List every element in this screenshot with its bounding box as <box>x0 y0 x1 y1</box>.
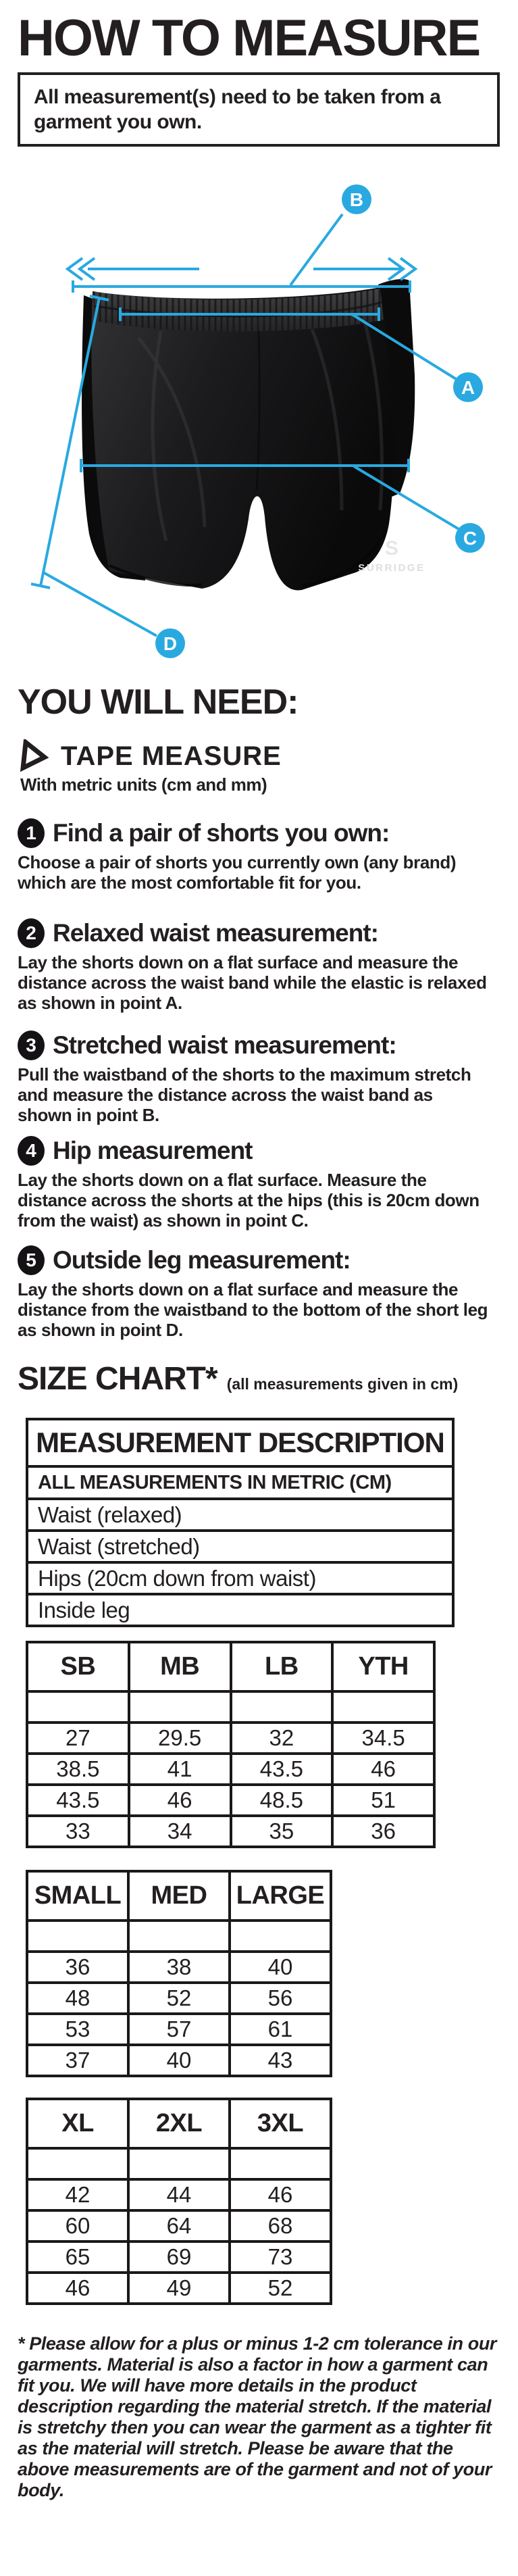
table-row <box>27 1419 453 1466</box>
size-cell: 73 <box>230 2241 331 2273</box>
size-row <box>27 1723 434 1754</box>
step-5-body: Lay the shorts down on a flat surface and measure the distance from the waistband to the bottom of the short leg as shown in point D. <box>18 1279 488 1341</box>
size-cell: 43.5 <box>27 1785 129 1816</box>
size-row <box>27 2210 331 2241</box>
size-cell: 69 <box>128 2241 230 2273</box>
size-cell: 46 <box>129 1785 231 1816</box>
size-cell: 35 <box>231 1816 333 1847</box>
size-header-row <box>27 2099 331 2148</box>
size-cell: 52 <box>128 1983 230 2014</box>
point-d-marker <box>155 628 185 658</box>
size-cell: 48 <box>27 1983 128 2014</box>
size-column-header: 3XL <box>230 2099 331 2148</box>
size-cell: 60 <box>27 2210 128 2241</box>
size-cell: 43.5 <box>231 1754 333 1785</box>
size-cell: 49 <box>128 2273 230 2304</box>
size-cell <box>128 1921 230 1952</box>
metric-note-cell: ALL MEASUREMENTS IN METRIC (CM) <box>27 1466 453 1499</box>
step-1-body: Choose a pair of shorts you currently own (any brand) which are the most comfortable fit for you. <box>18 852 457 893</box>
size-row <box>27 2045 331 2076</box>
size-cell <box>332 1691 434 1723</box>
size-row <box>27 2148 331 2179</box>
step-2-number: 2 <box>18 918 45 948</box>
svg-text:A: A <box>461 377 475 399</box>
step-3-title: Stretched waist measurement: <box>53 1031 396 1060</box>
shorts-diagram-svg <box>0 152 518 672</box>
you-will-need-heading: YOU WILL NEED: <box>18 683 299 722</box>
size-cell: 36 <box>27 1952 128 1983</box>
size-cell: 27 <box>27 1723 129 1754</box>
step-1-number: 1 <box>18 818 45 848</box>
measurement-label-cell: Inside leg <box>27 1594 453 1626</box>
tape-measure-note: With metric units (cm and mm) <box>20 774 267 795</box>
size-cell: 37 <box>27 2045 128 2076</box>
size-column-header: SMALL <box>27 1871 128 1921</box>
size-cell: 56 <box>230 1983 331 2014</box>
size-cell: 46 <box>27 2273 128 2304</box>
step-3 <box>18 1031 500 1125</box>
size-cell: 41 <box>129 1754 231 1785</box>
size-column-header: MB <box>129 1642 231 1691</box>
instruction-steps <box>18 818 500 1340</box>
size-cell: 68 <box>230 2210 331 2241</box>
size-cell: 53 <box>27 2014 128 2045</box>
line-b-pointer <box>290 214 342 285</box>
measurement-label-cell: Waist (relaxed) <box>27 1499 453 1531</box>
size-row <box>27 2273 331 2304</box>
size-cell <box>129 1691 231 1723</box>
size-chart-subtitle: (all measurements given in cm) <box>226 1375 459 1393</box>
size-row <box>27 1921 331 1952</box>
table-row <box>27 1594 453 1626</box>
size-column-header: SB <box>27 1642 129 1691</box>
size-cell <box>230 2148 331 2179</box>
size-cell: 38 <box>128 1952 230 1983</box>
measurement-label-cell: Waist (stretched) <box>27 1531 453 1562</box>
size-table-junior <box>26 1641 436 1848</box>
size-cell: 34 <box>129 1816 231 1847</box>
step-5-title: Outside leg measurement: <box>53 1246 351 1274</box>
tape-measure-icon <box>19 739 50 773</box>
size-cell <box>128 2148 230 2179</box>
size-row <box>27 1754 434 1785</box>
step-1-title: Find a pair of shorts you own: <box>53 819 390 847</box>
table-row <box>27 1466 453 1499</box>
step-2 <box>18 918 500 1013</box>
step-4-number: 4 <box>18 1136 45 1166</box>
size-row <box>27 1816 434 1847</box>
measurement-label-cell: Hips (20cm down from waist) <box>27 1562 453 1594</box>
size-chart-title: SIZE CHART* <box>18 1361 217 1397</box>
size-column-header: XL <box>27 2099 128 2148</box>
page-title: HOW TO MEASURE <box>18 9 480 67</box>
svg-text:B: B <box>349 189 364 211</box>
step-4 <box>18 1136 500 1231</box>
size-cell: 32 <box>231 1723 333 1754</box>
size-row <box>27 2241 331 2273</box>
size-cell: 38.5 <box>27 1754 129 1785</box>
size-row <box>27 1983 331 2014</box>
measurement-description-table <box>26 1418 455 1627</box>
step-2-title: Relaxed waist measurement: <box>53 919 378 947</box>
measurement-notice-text: All measurement(s) need to be taken from a garment you own. <box>34 86 441 134</box>
size-row <box>27 2014 331 2045</box>
size-cell: 46 <box>230 2179 331 2210</box>
size-column-header: LARGE <box>230 1871 331 1921</box>
step-3-number: 3 <box>18 1031 45 1060</box>
size-cell: 61 <box>230 2014 331 2045</box>
tolerance-footnote: * Please allow for a plus or minus 1-2 cm tolerance in our garments. Material is also a factor in how a garment can fit you. We will have more details in the product description regarding the material stretch. If the material is stretchy then you can wear the garment as a tighter fit as the material will stretch. Please be aware that the above measurements are of the garment and not of your body. <box>18 2333 497 2501</box>
size-header-row <box>27 1642 434 1691</box>
size-cell: 40 <box>230 1952 331 1983</box>
step-5-number: 5 <box>18 1245 45 1275</box>
table-row <box>27 1562 453 1594</box>
size-cell: 44 <box>128 2179 230 2210</box>
point-c-marker <box>455 523 485 553</box>
size-row <box>27 1785 434 1816</box>
size-cell <box>231 1691 333 1723</box>
shorts-measure-diagram <box>0 152 518 672</box>
step-1 <box>18 818 500 893</box>
size-cell: 52 <box>230 2273 331 2304</box>
step-5 <box>18 1245 500 1340</box>
line-d-pointer <box>43 572 157 636</box>
size-cell: 48.5 <box>231 1785 333 1816</box>
size-cell: 57 <box>128 2014 230 2045</box>
size-table-xl-2xl-3xl <box>26 2098 332 2305</box>
size-row <box>27 1691 434 1723</box>
table-row <box>27 1499 453 1531</box>
size-cell: 65 <box>27 2241 128 2273</box>
size-cell <box>27 2148 128 2179</box>
svg-text:C: C <box>463 528 477 549</box>
step-4-body: Lay the shorts down on a flat surface. Measure the distance across the shorts at the hips (this is 20cm down from the waist) as shown in point C. <box>18 1170 480 1231</box>
point-b-marker <box>342 184 371 214</box>
size-cell <box>27 1691 129 1723</box>
step-3-body: Pull the waistband of the shorts to the maximum stretch and measure the distance across the waist band as shown in point B. <box>18 1064 471 1126</box>
size-column-header: MED <box>128 1871 230 1921</box>
step-2-body: Lay the shorts down on a flat surface and measure the distance across the waist band while the elastic is relaxed as shown in point A. <box>18 952 487 1014</box>
description-table-header: MEASUREMENT DESCRIPTION <box>27 1419 453 1466</box>
size-cell: 42 <box>27 2179 128 2210</box>
size-cell: 64 <box>128 2210 230 2241</box>
surridge-logo-mark: S <box>384 537 399 560</box>
size-cell: 29.5 <box>129 1723 231 1754</box>
surridge-wordmark: SURRIDGE <box>358 562 425 574</box>
size-cell: 43 <box>230 2045 331 2076</box>
size-cell <box>27 1921 128 1952</box>
svg-text:D: D <box>163 633 178 655</box>
table-row <box>27 1531 453 1562</box>
tape-measure-item <box>19 739 518 773</box>
size-table-small-med-large <box>26 1870 332 2077</box>
size-cell: 46 <box>332 1754 434 1785</box>
step-4-title: Hip measurement <box>53 1137 253 1165</box>
size-column-header: LB <box>231 1642 333 1691</box>
shorts-front <box>91 287 393 591</box>
size-cell: 40 <box>128 2045 230 2076</box>
size-column-header: YTH <box>332 1642 434 1691</box>
size-row <box>27 1952 331 1983</box>
size-chart-heading-row <box>18 1360 518 1397</box>
size-cell: 36 <box>332 1816 434 1847</box>
size-cell <box>230 1921 331 1952</box>
size-cell: 51 <box>332 1785 434 1816</box>
size-column-header: 2XL <box>128 2099 230 2148</box>
size-row <box>27 2179 331 2210</box>
measurement-notice <box>18 72 500 147</box>
size-cell: 33 <box>27 1816 129 1847</box>
point-a-marker <box>453 372 483 402</box>
size-cell: 34.5 <box>332 1723 434 1754</box>
size-header-row <box>27 1871 331 1921</box>
tape-measure-label: TAPE MEASURE <box>61 741 282 771</box>
